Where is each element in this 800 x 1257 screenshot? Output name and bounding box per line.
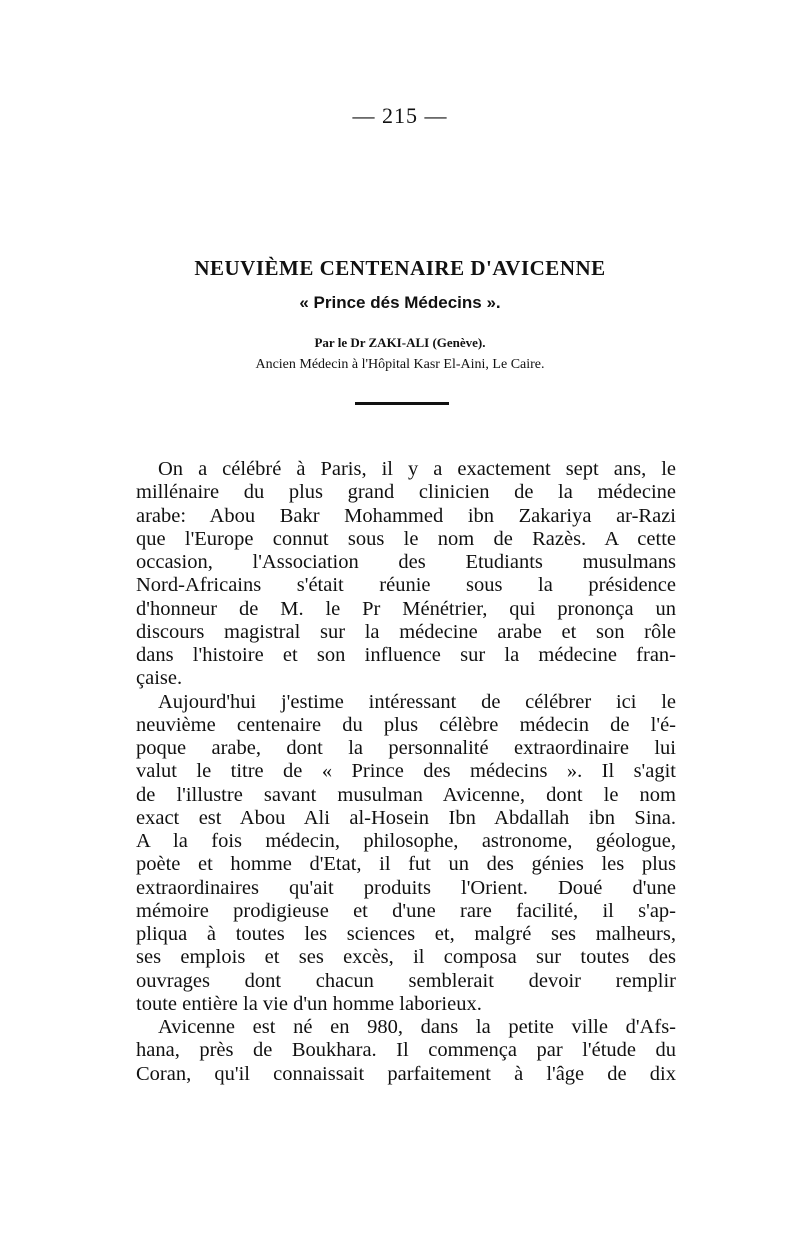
text-line: d'honneur de M. le Pr Ménétrier, qui prononça un xyxy=(136,597,676,620)
text-line: arabe: Abou Bakr Mohammed ibn Zakariya ar-Razi xyxy=(136,504,676,527)
text-line: ouvrages dont chacun semblerait devoir remplir xyxy=(136,969,676,992)
text-line: de l'illustre savant musulman Avicenne, dont le nom xyxy=(136,783,676,806)
text-line: poète et homme d'Etat, il fut un des génies les plus xyxy=(136,853,676,876)
text-line: Nord-Africains s'était réunie sous la présidence xyxy=(136,574,676,597)
text-line: toute entière la vie d'un homme laborieux. xyxy=(136,992,482,1015)
text-line: çaise. xyxy=(136,667,183,690)
text-line: dans l'histoire et son influence sur la médecine fran- xyxy=(136,644,676,666)
text-line: discours magistral sur la médecine arabe et son rôle xyxy=(136,620,676,643)
text-line: A la fois médecin, philosophe, astronome, géologue, xyxy=(136,830,676,852)
text-line: millénaire du plus grand clinicien de la médecine xyxy=(136,481,676,504)
text-line: Aujourd'hui j'estime intéressant de célébrer ici le xyxy=(158,690,676,713)
text-line: On a célébré à Paris, il y a exactement sept ans, le xyxy=(158,458,676,480)
page-number: — 215 — xyxy=(352,103,448,128)
text-line: exact est Abou Ali al-Hosein Ibn Abdallah ibn Sina. xyxy=(136,806,676,829)
text-line: extraordinaires qu'ait produits l'Orient. Doué d'une xyxy=(136,876,676,899)
title-divider xyxy=(355,402,449,405)
article-title: NEUVIÈME CENTENAIRE D'AVICENNE xyxy=(194,256,606,280)
text-line: pliqua à toutes les sciences et, malgré ses malheurs, xyxy=(136,923,676,945)
article-body xyxy=(136,458,676,1086)
text-line: que l'Europe connut sous le nom de Razès. A cette xyxy=(136,527,676,550)
text-line: hana, près de Boukhara. Il commença par l'étude du xyxy=(136,1039,676,1062)
author-affiliation: Ancien Médecin à l'Hôpital Kasr El-Aini, Le Caire. xyxy=(255,357,545,372)
text-line: Avicenne est né en 980, dans la petite ville d'Afs- xyxy=(158,1016,676,1038)
text-line: poque arabe, dont la personnalité extraordinaire lui xyxy=(136,737,676,759)
text-line: neuvième centenaire du plus célèbre médecin de l'é- xyxy=(136,713,676,736)
text-line: ses emplois et ses excès, il composa sur toutes des xyxy=(136,946,676,969)
text-line: mémoire prodigieuse et d'une rare facilité, il s'ap- xyxy=(136,899,676,922)
text-line: occasion, l'Association des Etudiants musulmans xyxy=(136,551,676,573)
text-line: Coran, qu'il connaissait parfaitement à l'âge de dix xyxy=(136,1062,676,1085)
article-subtitle: « Prince dés Médecins ». xyxy=(299,293,501,312)
article-author: Par le Dr ZAKI-ALI (Genève). xyxy=(314,335,486,350)
text-line: valut le titre de « Prince des médecins ». Il s'agit xyxy=(136,760,676,783)
